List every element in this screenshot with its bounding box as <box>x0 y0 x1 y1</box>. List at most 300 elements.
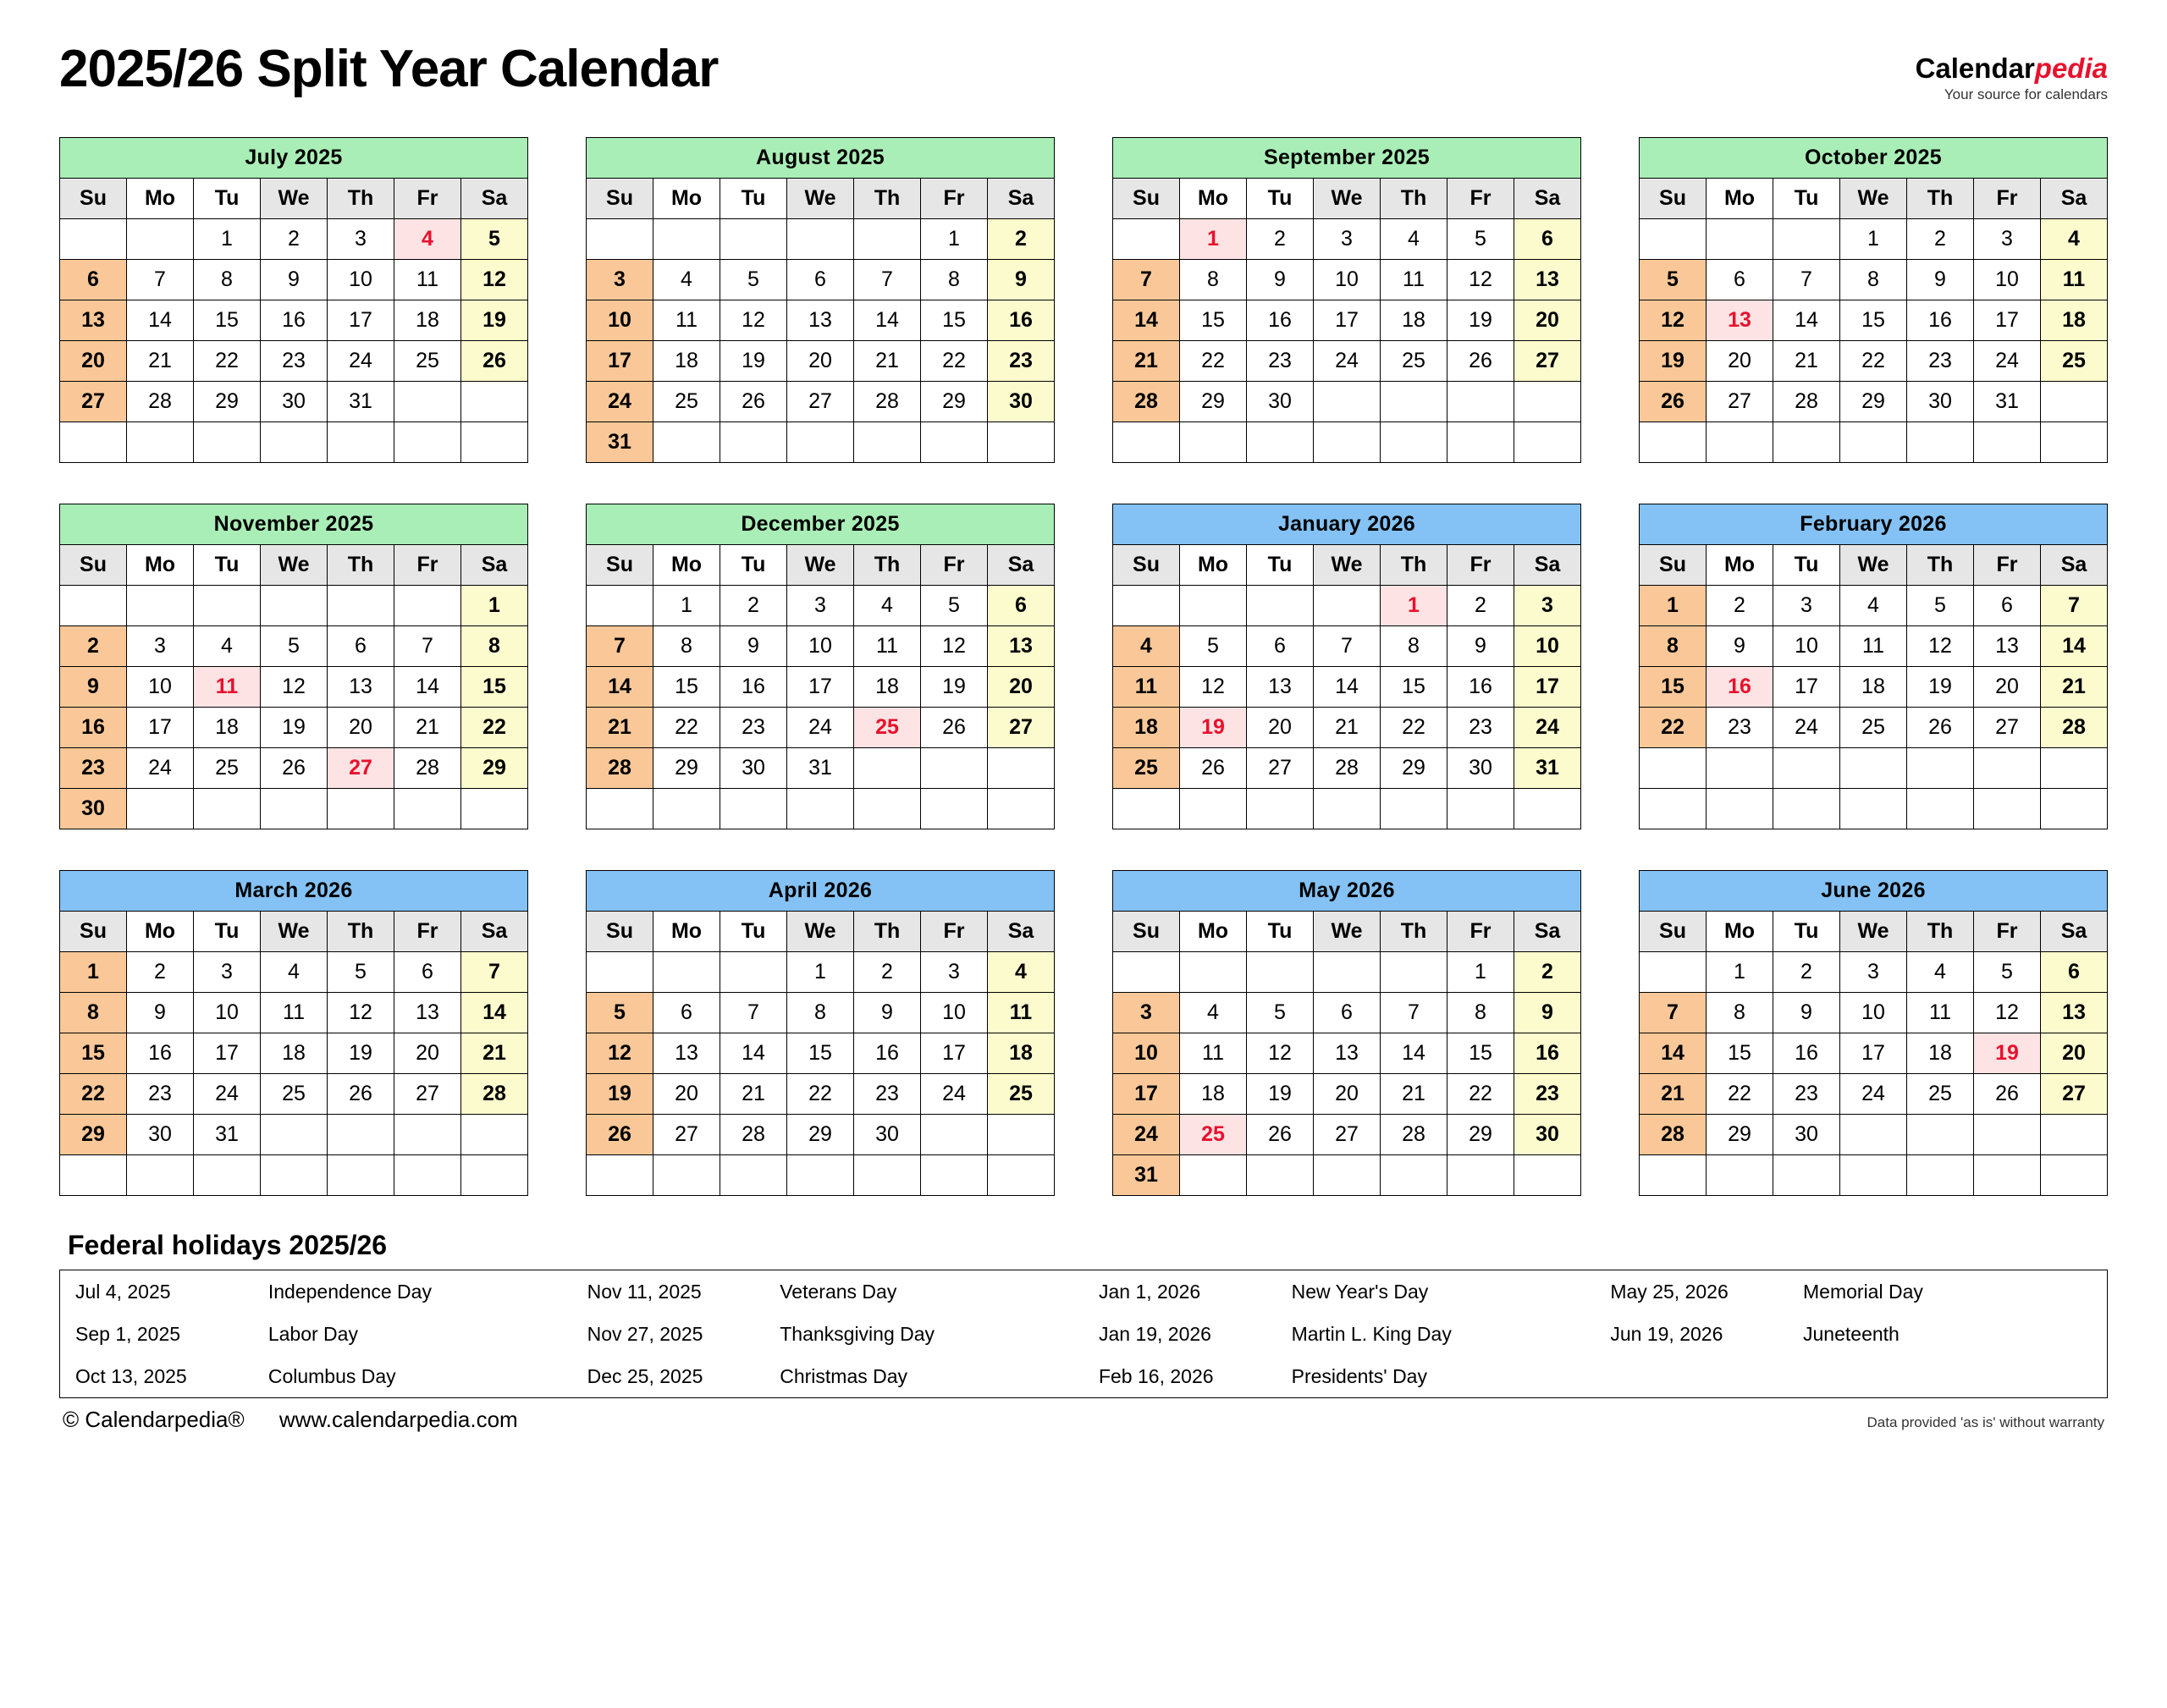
day-cell[interactable]: 24 <box>1974 341 2041 382</box>
day-cell[interactable]: 16 <box>1447 667 1514 708</box>
day-cell[interactable]: 25 <box>194 748 261 789</box>
day-cell[interactable] <box>587 789 653 829</box>
day-cell[interactable] <box>1113 789 1180 829</box>
day-cell[interactable] <box>921 422 988 463</box>
day-cell[interactable]: 11 <box>854 626 921 667</box>
day-cell[interactable]: 15 <box>653 667 720 708</box>
day-cell[interactable]: 18 <box>1907 1033 1974 1074</box>
day-cell[interactable]: 4 <box>1840 586 1907 626</box>
day-cell[interactable]: 18 <box>194 708 261 748</box>
day-cell[interactable]: 23 <box>854 1074 921 1115</box>
website-url[interactable]: www.calendarpedia.com <box>278 1407 518 1432</box>
day-cell[interactable]: 28 <box>1381 1115 1447 1155</box>
day-cell[interactable]: 11 <box>394 260 461 300</box>
day-cell[interactable] <box>1974 422 2041 463</box>
day-cell[interactable] <box>194 586 261 626</box>
day-cell[interactable] <box>261 1115 328 1155</box>
day-cell[interactable] <box>1974 748 2041 789</box>
day-cell[interactable]: 20 <box>1314 1074 1381 1115</box>
day-cell[interactable]: 7 <box>1640 993 1707 1033</box>
day-cell[interactable]: 16 <box>1773 1033 1840 1074</box>
day-cell[interactable] <box>1640 789 1707 829</box>
day-cell[interactable]: 8 <box>653 626 720 667</box>
day-cell[interactable]: 12 <box>461 260 528 300</box>
day-cell[interactable]: 2 <box>1773 952 1840 993</box>
day-cell[interactable]: 6 <box>1514 219 1581 260</box>
day-cell[interactable]: 17 <box>787 667 854 708</box>
day-cell[interactable] <box>1247 422 1314 463</box>
day-cell[interactable]: 17 <box>328 300 394 341</box>
day-cell[interactable]: 2 <box>1707 586 1773 626</box>
day-cell[interactable]: 2 <box>261 219 328 260</box>
day-cell[interactable]: 15 <box>60 1033 127 1074</box>
day-cell[interactable]: 6 <box>1247 626 1314 667</box>
day-cell[interactable]: 9 <box>988 260 1055 300</box>
day-cell[interactable]: 24 <box>587 382 653 422</box>
day-cell[interactable]: 1 <box>1707 952 1773 993</box>
day-cell[interactable]: 18 <box>854 667 921 708</box>
day-cell[interactable]: 11 <box>1381 260 1447 300</box>
day-cell[interactable]: 6 <box>2041 952 2108 993</box>
day-cell[interactable]: 9 <box>1514 993 1581 1033</box>
day-cell[interactable] <box>394 422 461 463</box>
day-cell[interactable] <box>1640 1155 1707 1196</box>
day-cell[interactable] <box>1974 1155 2041 1196</box>
day-cell[interactable]: 10 <box>1314 260 1381 300</box>
day-cell[interactable]: 17 <box>1514 667 1581 708</box>
day-cell[interactable]: 17 <box>1314 300 1381 341</box>
day-cell[interactable]: 27 <box>787 382 854 422</box>
day-cell[interactable]: 22 <box>1381 708 1447 748</box>
day-cell[interactable]: 22 <box>1640 708 1707 748</box>
day-cell[interactable]: 10 <box>127 667 194 708</box>
day-cell[interactable] <box>1113 586 1180 626</box>
day-cell[interactable]: 7 <box>720 993 787 1033</box>
day-cell[interactable]: 15 <box>1381 667 1447 708</box>
day-cell[interactable]: 30 <box>854 1115 921 1155</box>
day-cell[interactable] <box>854 422 921 463</box>
day-cell[interactable] <box>1314 789 1381 829</box>
day-cell[interactable]: 5 <box>261 626 328 667</box>
day-cell[interactable]: 2 <box>720 586 787 626</box>
day-cell[interactable]: 16 <box>988 300 1055 341</box>
day-cell[interactable] <box>1840 1155 1907 1196</box>
day-cell[interactable]: 31 <box>1974 382 2041 422</box>
day-cell[interactable]: 14 <box>720 1033 787 1074</box>
day-cell[interactable]: 4 <box>1113 626 1180 667</box>
day-cell[interactable]: 20 <box>1514 300 1581 341</box>
day-cell[interactable]: 16 <box>127 1033 194 1074</box>
day-cell[interactable]: 16 <box>261 300 328 341</box>
day-cell[interactable]: 3 <box>921 952 988 993</box>
day-cell[interactable]: 20 <box>653 1074 720 1115</box>
day-cell[interactable] <box>1907 1155 1974 1196</box>
day-cell[interactable] <box>1773 748 1840 789</box>
day-cell[interactable]: 27 <box>1314 1115 1381 1155</box>
day-cell[interactable]: 26 <box>1640 382 1707 422</box>
day-cell[interactable] <box>1773 789 1840 829</box>
day-cell[interactable]: 26 <box>1447 341 1514 382</box>
day-cell[interactable]: 21 <box>1314 708 1381 748</box>
day-cell[interactable]: 25 <box>1840 708 1907 748</box>
day-cell[interactable] <box>1447 789 1514 829</box>
day-cell[interactable]: 31 <box>1113 1155 1180 1196</box>
day-cell[interactable]: 3 <box>1773 586 1840 626</box>
day-cell[interactable]: 26 <box>1180 748 1247 789</box>
day-cell[interactable]: 23 <box>261 341 328 382</box>
day-cell[interactable]: 28 <box>854 382 921 422</box>
day-cell[interactable] <box>394 382 461 422</box>
day-cell[interactable]: 13 <box>1514 260 1581 300</box>
day-cell[interactable]: 25 <box>1113 748 1180 789</box>
day-cell[interactable] <box>1773 422 1840 463</box>
day-cell[interactable]: 21 <box>720 1074 787 1115</box>
day-cell[interactable]: 7 <box>394 626 461 667</box>
day-cell[interactable]: 12 <box>261 667 328 708</box>
day-cell[interactable]: 3 <box>127 626 194 667</box>
day-cell[interactable] <box>461 789 528 829</box>
day-cell[interactable]: 29 <box>653 748 720 789</box>
day-cell[interactable]: 29 <box>1707 1115 1773 1155</box>
day-cell[interactable] <box>1707 219 1773 260</box>
day-cell[interactable] <box>1773 1155 1840 1196</box>
day-cell[interactable]: 10 <box>1773 626 1840 667</box>
day-cell[interactable] <box>1707 1155 1773 1196</box>
day-cell[interactable] <box>921 789 988 829</box>
day-cell[interactable] <box>1514 422 1581 463</box>
day-cell[interactable]: 11 <box>1907 993 1974 1033</box>
day-cell[interactable]: 2 <box>1247 219 1314 260</box>
day-cell[interactable]: 26 <box>587 1115 653 1155</box>
day-cell[interactable]: 20 <box>1247 708 1314 748</box>
day-cell[interactable]: 28 <box>2041 708 2108 748</box>
day-cell[interactable]: 19 <box>921 667 988 708</box>
day-cell[interactable]: 17 <box>921 1033 988 1074</box>
day-cell[interactable]: 3 <box>1974 219 2041 260</box>
day-cell[interactable]: 15 <box>1180 300 1247 341</box>
day-cell[interactable]: 5 <box>1447 219 1514 260</box>
day-cell[interactable] <box>653 1155 720 1196</box>
day-cell[interactable]: 18 <box>1113 708 1180 748</box>
day-cell[interactable] <box>1180 952 1247 993</box>
day-cell[interactable]: 30 <box>60 789 127 829</box>
day-cell[interactable] <box>653 952 720 993</box>
day-cell[interactable] <box>328 789 394 829</box>
day-cell[interactable]: 10 <box>1113 1033 1180 1074</box>
day-cell[interactable]: 8 <box>787 993 854 1033</box>
day-cell[interactable]: 21 <box>127 341 194 382</box>
day-cell[interactable]: 3 <box>587 260 653 300</box>
day-cell[interactable]: 7 <box>1773 260 1840 300</box>
day-cell[interactable]: 7 <box>461 952 528 993</box>
day-cell[interactable]: 15 <box>461 667 528 708</box>
day-cell[interactable]: 16 <box>854 1033 921 1074</box>
day-cell[interactable] <box>787 789 854 829</box>
day-cell[interactable]: 7 <box>1314 626 1381 667</box>
day-cell[interactable]: 1 <box>921 219 988 260</box>
day-cell[interactable]: 20 <box>394 1033 461 1074</box>
day-cell[interactable]: 6 <box>787 260 854 300</box>
day-cell[interactable]: 3 <box>1840 952 1907 993</box>
day-cell[interactable]: 5 <box>1180 626 1247 667</box>
day-cell[interactable] <box>1840 748 1907 789</box>
day-cell[interactable]: 20 <box>60 341 127 382</box>
day-cell[interactable] <box>261 422 328 463</box>
day-cell[interactable]: 8 <box>461 626 528 667</box>
day-cell[interactable]: 9 <box>1707 626 1773 667</box>
day-cell[interactable]: 1 <box>787 952 854 993</box>
day-cell[interactable]: 5 <box>720 260 787 300</box>
day-cell[interactable]: 21 <box>1381 1074 1447 1115</box>
day-cell[interactable]: 27 <box>2041 1074 2108 1115</box>
day-cell[interactable]: 21 <box>394 708 461 748</box>
day-cell[interactable] <box>394 586 461 626</box>
day-cell[interactable] <box>1707 422 1773 463</box>
day-cell[interactable]: 4 <box>1907 952 1974 993</box>
day-cell[interactable] <box>1113 952 1180 993</box>
day-cell[interactable]: 18 <box>653 341 720 382</box>
day-cell[interactable]: 12 <box>1180 667 1247 708</box>
day-cell[interactable]: 15 <box>1447 1033 1514 1074</box>
day-cell[interactable]: 18 <box>1381 300 1447 341</box>
day-cell[interactable] <box>720 422 787 463</box>
day-cell[interactable]: 14 <box>854 300 921 341</box>
day-cell[interactable]: 23 <box>1247 341 1314 382</box>
day-cell[interactable]: 5 <box>1974 952 2041 993</box>
day-cell[interactable]: 29 <box>787 1115 854 1155</box>
day-cell[interactable] <box>587 952 653 993</box>
day-cell[interactable] <box>261 586 328 626</box>
day-cell[interactable]: 12 <box>1247 1033 1314 1074</box>
day-cell[interactable]: 6 <box>1314 993 1381 1033</box>
day-cell[interactable]: 14 <box>1640 1033 1707 1074</box>
day-cell[interactable]: 9 <box>127 993 194 1033</box>
day-cell[interactable]: 25 <box>988 1074 1055 1115</box>
day-cell[interactable]: 19 <box>1974 1033 2041 1074</box>
day-cell[interactable] <box>720 1155 787 1196</box>
day-cell[interactable] <box>194 789 261 829</box>
day-cell[interactable] <box>1640 219 1707 260</box>
day-cell[interactable]: 6 <box>394 952 461 993</box>
day-cell[interactable]: 23 <box>60 748 127 789</box>
day-cell[interactable]: 24 <box>1113 1115 1180 1155</box>
day-cell[interactable]: 20 <box>1974 667 2041 708</box>
day-cell[interactable]: 27 <box>328 748 394 789</box>
day-cell[interactable]: 28 <box>1314 748 1381 789</box>
day-cell[interactable]: 24 <box>1840 1074 1907 1115</box>
day-cell[interactable]: 29 <box>1447 1115 1514 1155</box>
day-cell[interactable] <box>988 422 1055 463</box>
day-cell[interactable] <box>1447 1155 1514 1196</box>
day-cell[interactable] <box>1247 789 1314 829</box>
day-cell[interactable]: 9 <box>1447 626 1514 667</box>
day-cell[interactable]: 17 <box>1840 1033 1907 1074</box>
day-cell[interactable]: 5 <box>1247 993 1314 1033</box>
day-cell[interactable] <box>1314 382 1381 422</box>
day-cell[interactable]: 12 <box>587 1033 653 1074</box>
day-cell[interactable] <box>127 1155 194 1196</box>
day-cell[interactable]: 28 <box>394 748 461 789</box>
day-cell[interactable]: 20 <box>988 667 1055 708</box>
day-cell[interactable]: 8 <box>1707 993 1773 1033</box>
day-cell[interactable]: 27 <box>1974 708 2041 748</box>
day-cell[interactable]: 10 <box>921 993 988 1033</box>
day-cell[interactable]: 22 <box>1180 341 1247 382</box>
day-cell[interactable]: 23 <box>1907 341 1974 382</box>
day-cell[interactable] <box>461 1155 528 1196</box>
day-cell[interactable]: 28 <box>127 382 194 422</box>
day-cell[interactable]: 6 <box>60 260 127 300</box>
day-cell[interactable]: 16 <box>60 708 127 748</box>
day-cell[interactable]: 19 <box>1447 300 1514 341</box>
day-cell[interactable] <box>988 1155 1055 1196</box>
day-cell[interactable]: 1 <box>1840 219 1907 260</box>
day-cell[interactable] <box>1707 789 1773 829</box>
day-cell[interactable]: 13 <box>2041 993 2108 1033</box>
day-cell[interactable] <box>194 1155 261 1196</box>
day-cell[interactable]: 8 <box>1180 260 1247 300</box>
day-cell[interactable]: 12 <box>1974 993 2041 1033</box>
day-cell[interactable]: 30 <box>127 1115 194 1155</box>
day-cell[interactable] <box>127 422 194 463</box>
day-cell[interactable]: 16 <box>1514 1033 1581 1074</box>
day-cell[interactable] <box>787 219 854 260</box>
day-cell[interactable] <box>194 422 261 463</box>
day-cell[interactable] <box>461 1115 528 1155</box>
day-cell[interactable]: 17 <box>194 1033 261 1074</box>
day-cell[interactable]: 31 <box>587 422 653 463</box>
day-cell[interactable]: 1 <box>653 586 720 626</box>
day-cell[interactable]: 27 <box>653 1115 720 1155</box>
day-cell[interactable]: 4 <box>394 219 461 260</box>
day-cell[interactable]: 26 <box>1907 708 1974 748</box>
day-cell[interactable]: 12 <box>1447 260 1514 300</box>
day-cell[interactable]: 30 <box>988 382 1055 422</box>
day-cell[interactable] <box>328 422 394 463</box>
day-cell[interactable] <box>328 1155 394 1196</box>
day-cell[interactable]: 10 <box>1840 993 1907 1033</box>
day-cell[interactable]: 18 <box>394 300 461 341</box>
day-cell[interactable]: 5 <box>1640 260 1707 300</box>
day-cell[interactable]: 4 <box>854 586 921 626</box>
day-cell[interactable]: 13 <box>1974 626 2041 667</box>
day-cell[interactable]: 23 <box>1707 708 1773 748</box>
day-cell[interactable]: 23 <box>988 341 1055 382</box>
day-cell[interactable]: 13 <box>1707 300 1773 341</box>
day-cell[interactable]: 2 <box>988 219 1055 260</box>
day-cell[interactable] <box>2041 422 2108 463</box>
day-cell[interactable]: 12 <box>921 626 988 667</box>
day-cell[interactable]: 11 <box>2041 260 2108 300</box>
day-cell[interactable]: 19 <box>461 300 528 341</box>
day-cell[interactable]: 9 <box>1907 260 1974 300</box>
day-cell[interactable]: 23 <box>1447 708 1514 748</box>
day-cell[interactable] <box>461 382 528 422</box>
day-cell[interactable] <box>461 422 528 463</box>
day-cell[interactable] <box>1247 952 1314 993</box>
day-cell[interactable]: 19 <box>1247 1074 1314 1115</box>
day-cell[interactable]: 11 <box>1180 1033 1247 1074</box>
day-cell[interactable]: 23 <box>1773 1074 1840 1115</box>
day-cell[interactable]: 27 <box>394 1074 461 1115</box>
day-cell[interactable]: 29 <box>194 382 261 422</box>
day-cell[interactable] <box>2041 748 2108 789</box>
day-cell[interactable] <box>1907 748 1974 789</box>
day-cell[interactable]: 26 <box>328 1074 394 1115</box>
day-cell[interactable]: 18 <box>261 1033 328 1074</box>
day-cell[interactable]: 16 <box>720 667 787 708</box>
day-cell[interactable]: 3 <box>1514 586 1581 626</box>
day-cell[interactable]: 21 <box>1773 341 1840 382</box>
day-cell[interactable]: 25 <box>653 382 720 422</box>
day-cell[interactable]: 4 <box>1381 219 1447 260</box>
day-cell[interactable]: 8 <box>921 260 988 300</box>
day-cell[interactable]: 19 <box>720 341 787 382</box>
day-cell[interactable]: 9 <box>1773 993 1840 1033</box>
day-cell[interactable]: 13 <box>328 667 394 708</box>
day-cell[interactable] <box>1907 1115 1974 1155</box>
day-cell[interactable] <box>1514 789 1581 829</box>
day-cell[interactable] <box>1907 789 1974 829</box>
day-cell[interactable] <box>854 789 921 829</box>
day-cell[interactable]: 3 <box>194 952 261 993</box>
day-cell[interactable]: 8 <box>1840 260 1907 300</box>
day-cell[interactable] <box>854 219 921 260</box>
day-cell[interactable]: 20 <box>787 341 854 382</box>
day-cell[interactable]: 25 <box>854 708 921 748</box>
day-cell[interactable] <box>328 1115 394 1155</box>
day-cell[interactable]: 14 <box>127 300 194 341</box>
day-cell[interactable] <box>1113 219 1180 260</box>
day-cell[interactable] <box>653 789 720 829</box>
day-cell[interactable] <box>2041 1115 2108 1155</box>
day-cell[interactable]: 31 <box>194 1115 261 1155</box>
day-cell[interactable] <box>261 1155 328 1196</box>
day-cell[interactable]: 17 <box>587 341 653 382</box>
day-cell[interactable]: 1 <box>60 952 127 993</box>
day-cell[interactable]: 1 <box>1180 219 1247 260</box>
day-cell[interactable] <box>921 748 988 789</box>
day-cell[interactable]: 10 <box>1974 260 2041 300</box>
day-cell[interactable]: 24 <box>328 341 394 382</box>
day-cell[interactable] <box>653 219 720 260</box>
day-cell[interactable]: 14 <box>1113 300 1180 341</box>
day-cell[interactable] <box>587 586 653 626</box>
day-cell[interactable]: 24 <box>1773 708 1840 748</box>
day-cell[interactable]: 13 <box>653 1033 720 1074</box>
day-cell[interactable]: 29 <box>60 1115 127 1155</box>
day-cell[interactable]: 26 <box>1974 1074 2041 1115</box>
day-cell[interactable] <box>587 1155 653 1196</box>
day-cell[interactable]: 31 <box>328 382 394 422</box>
day-cell[interactable]: 15 <box>194 300 261 341</box>
day-cell[interactable] <box>720 219 787 260</box>
day-cell[interactable]: 8 <box>1640 626 1707 667</box>
day-cell[interactable]: 18 <box>1840 667 1907 708</box>
day-cell[interactable] <box>1381 382 1447 422</box>
day-cell[interactable]: 10 <box>787 626 854 667</box>
day-cell[interactable]: 11 <box>988 993 1055 1033</box>
day-cell[interactable]: 7 <box>127 260 194 300</box>
day-cell[interactable]: 28 <box>461 1074 528 1115</box>
day-cell[interactable]: 25 <box>1180 1115 1247 1155</box>
day-cell[interactable]: 21 <box>461 1033 528 1074</box>
day-cell[interactable] <box>1974 789 2041 829</box>
day-cell[interactable]: 26 <box>261 748 328 789</box>
day-cell[interactable] <box>394 1115 461 1155</box>
day-cell[interactable]: 1 <box>461 586 528 626</box>
day-cell[interactable]: 22 <box>1447 1074 1514 1115</box>
